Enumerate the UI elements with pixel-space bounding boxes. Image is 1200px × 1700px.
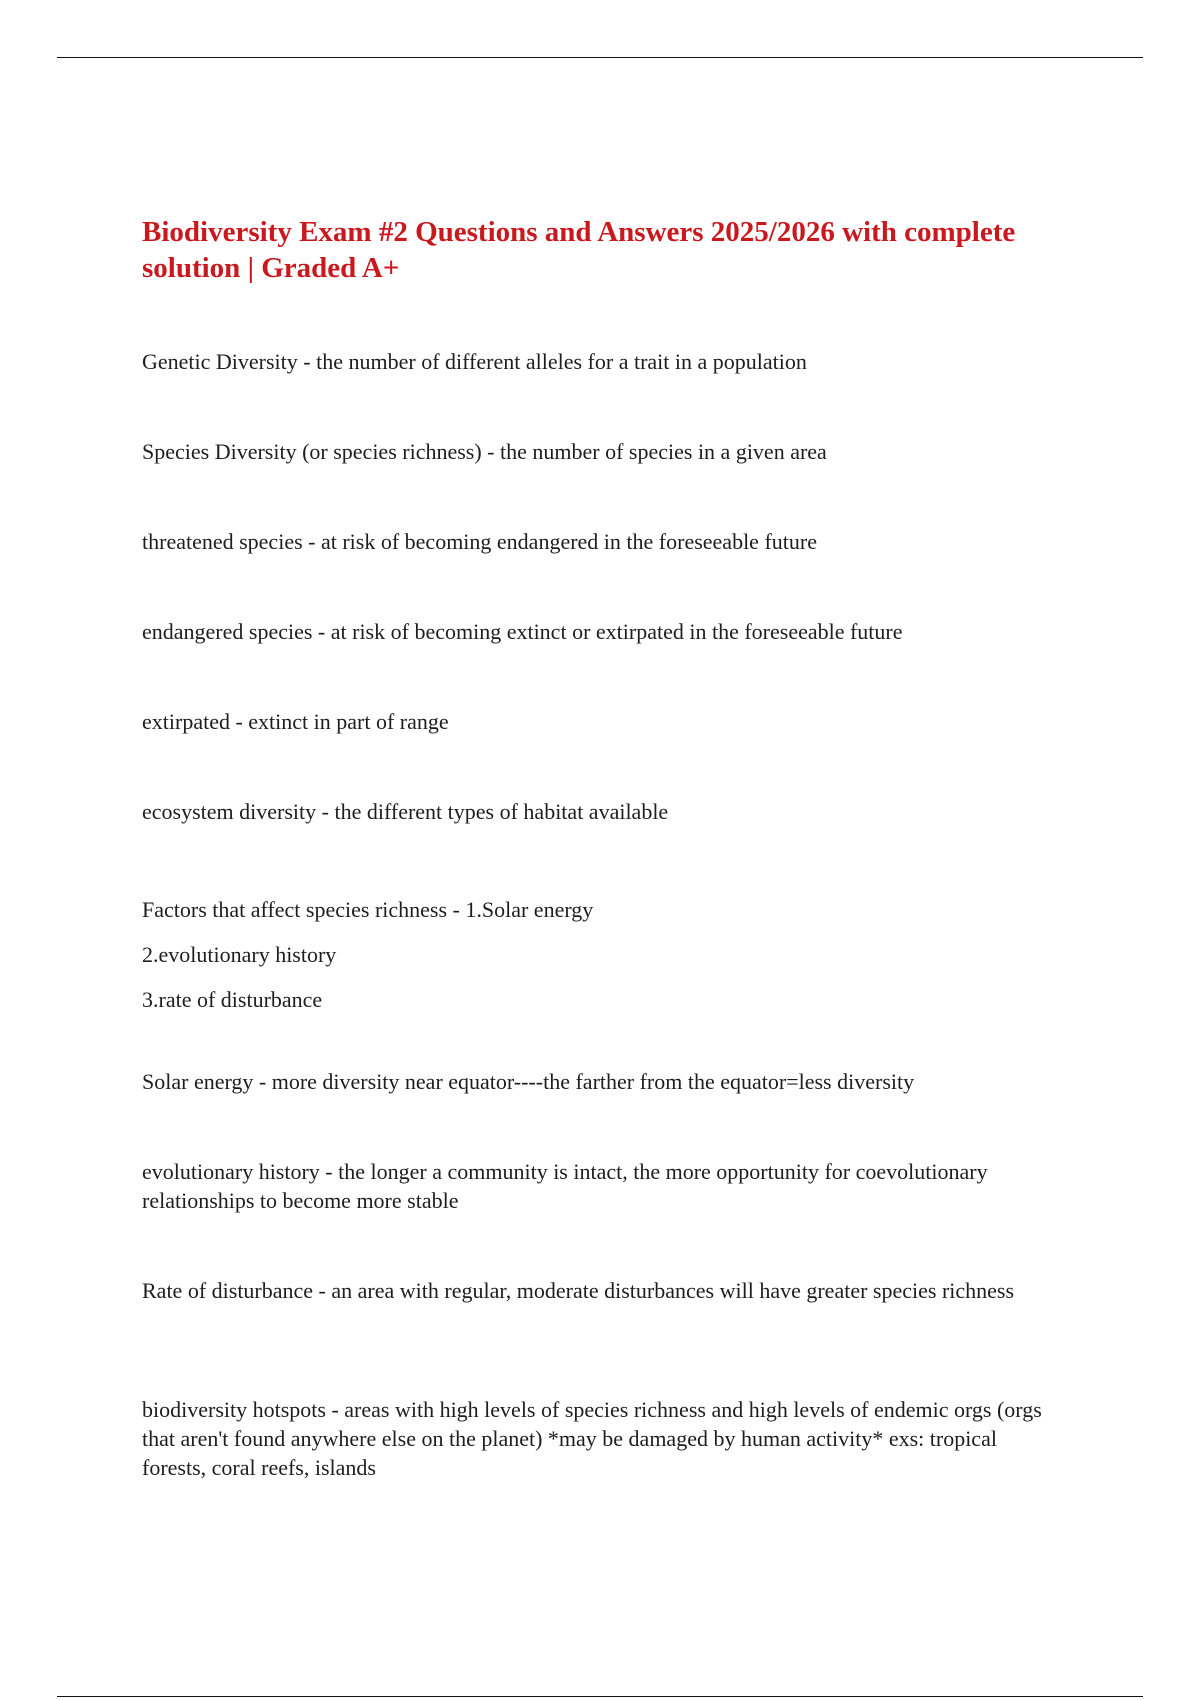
entry-endangered-species: endangered species - at risk of becoming extinct or extirpated in the foreseeable future [142, 619, 903, 644]
factor-line-3: 3.rate of disturbance [142, 987, 323, 1012]
top-rule [57, 57, 1143, 58]
entry-species-diversity: Species Diversity (or species richness) - the number of species in a given area [142, 439, 827, 464]
entry-threatened-species: threatened species - at risk of becoming endangered in the foreseeable future [142, 529, 817, 554]
entry-evolutionary-history: evolutionary history - the longer a community is intact, the more opportunity for coevolutionary relationships to become more stable [142, 1159, 988, 1213]
entry-ecosystem-diversity: ecosystem diversity - the different types of habitat available [142, 799, 669, 824]
factor-line-2: 2.evolutionary history [142, 942, 337, 967]
entry-extirpated: extirpated - extinct in part of range [142, 709, 449, 734]
bottom-rule [57, 1696, 1143, 1697]
entry-genetic-diversity: Genetic Diversity - the number of different alleles for a trait in a population [142, 349, 807, 374]
document-title: Biodiversity Exam #2 Questions and Answers 2025/2026 with complete solution | Graded A+ [142, 216, 1016, 284]
entry-solar-energy: Solar energy - more diversity near equator----the farther from the equator=less diversity [142, 1069, 915, 1094]
entry-factors-species-richness [142, 887, 1062, 1022]
entry-rate-of-disturbance: Rate of disturbance - an area with regular, moderate disturbances will have greater species richness [142, 1278, 1015, 1303]
entry-biodiversity-hotspots: biodiversity hotspots - areas with high levels of species richness and high levels of endemic orgs (orgs that aren't found anywhere else on the planet) *may be damaged by human activity* exs: tropical forests, coral reefs, islands [142, 1397, 1042, 1480]
factor-line-1: Factors that affect species richness - 1.Solar energy [142, 897, 594, 922]
